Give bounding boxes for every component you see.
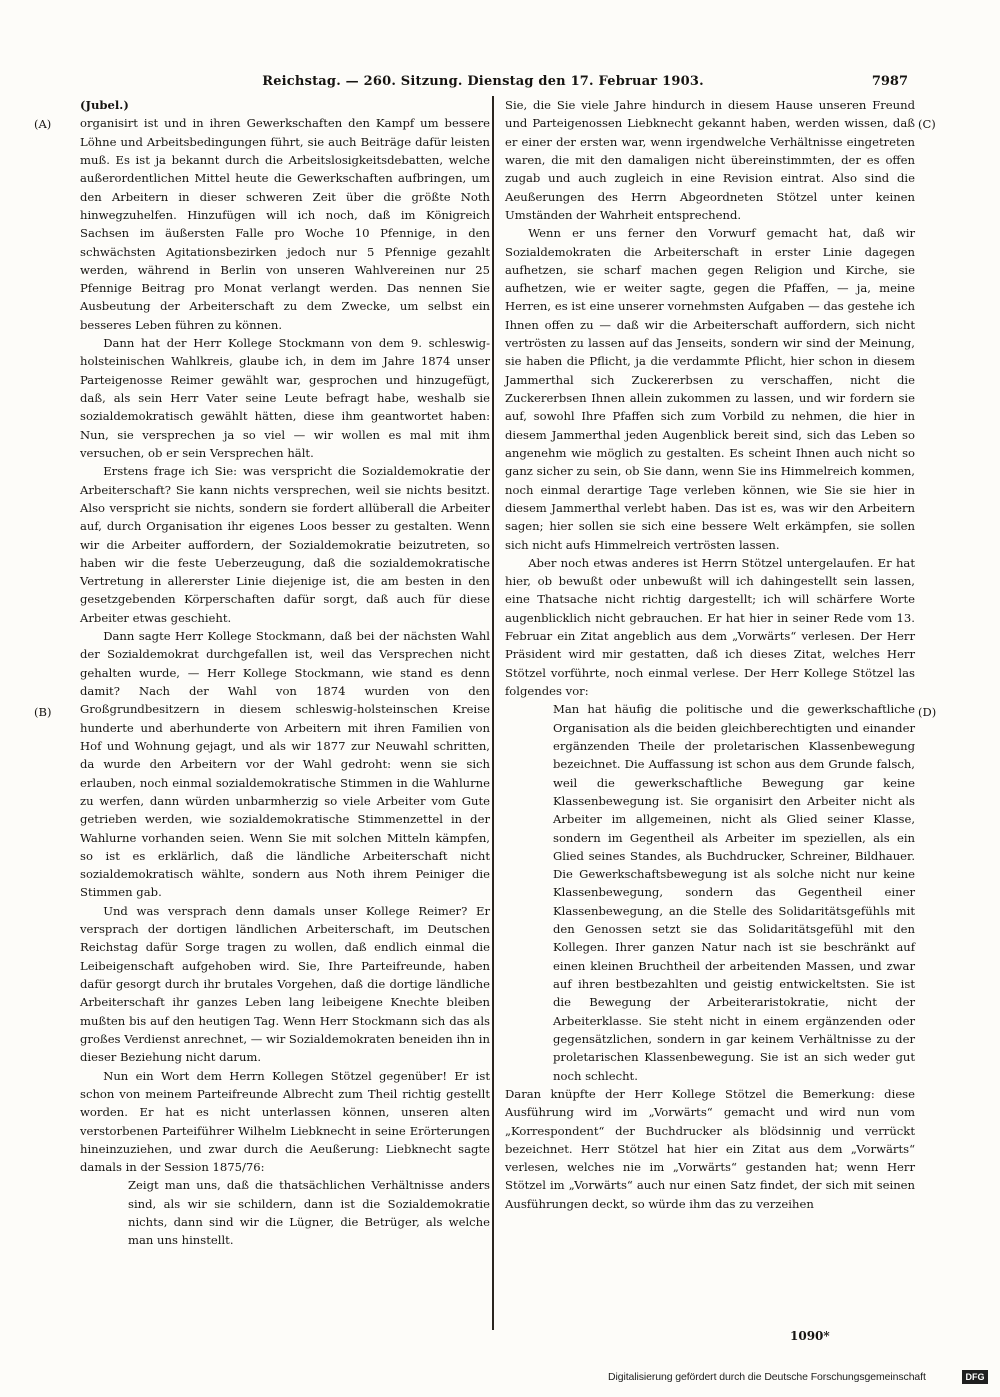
paragraph: Wenn er uns ferner den Vorwurf gemacht hat, daß wir Sozialdemokraten die Arbeiterschaft in erster Linie dagegen aufhetzen, sie scharf machen gegen Religion und Kirche, sie aufhetzen, wie er weiter sagte, gegen die Pfaffen, — ja, meine Herren, es ist eine unserer vornehmsten Aufgaben — das gestehe ich Ihnen offen zu — daß wir die Arbeiterschaft auffordern, sich nicht vertrösten zu lassen auf das Jenseits, sondern wir sind der Meinung, sie haben die Pflicht, ja die verdammte Pflicht, hier schon in diesem Jammerthal sich Zuckererbsen zu verschaffen, nicht die Zuckererbsen Ihnen allein zukommen zu lassen, und wir fordern sie auf, sowohl Ihre Pfaffen sich zum Vorbild zu nehmen, die hier in diesem Jammerthal jeden Augenblick bereit sind, sich das Leben so angenehm wie möglich zu gestalten. Es scheint Ihnen auch nicht so ganz sicher zu sein, ob Sie dann, wenn Sie ins Himmelreich kommen, noch einmal derartige Tage verleben können, wie Sie sie hier in diesem Jammerthal verlebt haben. Das ist es, was wir den Arbeitern sagen; hier sollen sie sich eine bessere Welt erkämpfen, sie sollen sich nicht aufs Himmelreich vertrösten lassen. — [505, 226, 915, 552]
running-title: Reichstag. — 260. Sitzung. Dienstag den 17. Februar 1903. — [262, 74, 704, 89]
left-column — [80, 96, 490, 1250]
block-quote: Zeigt man uns, daß die thatsächlichen Verhältnisse anders sind, als wir sie schildern, dann ist die Sozialdemokratie nichts, dann sind wir die Lügner, die Betrüger, als welche man uns hinstellt. — [128, 1178, 490, 1248]
paragraph: Sie, die Sie viele Jahre hindurch in diesem Hause unseren Freund und Parteigenossen Liebknecht gekannt haben, werden wissen, daß er einer der ersten war, wenn irgendwelche Verhältnisse eingetreten waren, die mit den damaligen nicht übereinstimmten, der es offen zugab und auch zugleich in eine Revision eintrat. Also sind die Aeußerungen des Herrn Abgeordneten Stötzel unter keinen Umständen der Wahrheit entsprechend. — [505, 98, 915, 222]
paragraph: Und was versprach denn damals unser Kollege Reimer? Er versprach der dortigen ländlichen Arbeiterschaft, im Deutschen Reichstag dafür Sorge tragen zu wollen, daß endlich einmal die Leibeigenschaft aufgehoben wird. Sie, Ihre Parteifreunde, haben dafür gesorgt durch ihr brutales Vorgehen, daß die dortige ländliche Arbeiterschaft ihr ganzes Leben lang leibeigene Knechte bleiben mußten bis auf den heutigen Tag. Wenn Herr Stockmann sich das als großes Verdienst anrechnet, — wir Sozialdemokraten beneiden ihn in dieser Beziehung nicht darum. — [80, 903, 490, 1065]
paragraph: Aber noch etwas anderes ist Herrn Stötzel untergelaufen. Er hat hier, ob bewußt oder unbewußt will ich dahingestellt sein lassen, eine Thatsache nicht richtig dargestellt; ich will schärfere Worte augenblicklich nicht gebrauchen. Er hat hier in seiner Rede vom 13. Februar ein Zitat angeblich aus dem „Vorwärts“ verlesen. Der Herr Präsident wird mir gestatten, daß ich dieses Zitat, welches Herr Stötzel vorführte, noch einmal verlese. Der Herr Kollege Stötzel las folgendes vor: — [505, 555, 915, 698]
paragraph: Daran knüpfte der Herr Kollege Stötzel die Bemerkung: diese Ausführung wird im „Vorwärts“ gemacht und wird nun vom „Korrespondent“ der Buchdrucker als blödsinnig und verrückt bezeichnet. Herr Stötzel hat hier ein Zitat aus dem „Vorwärts“ verlesen, welches nie im „Vorwärts“ gestanden hat; wenn Herr Stötzel im „Vorwärts“ auch nur einen Satz findet, der sich mit seinen Ausführungen deckt, so würde ihm das zu verzeihen — [505, 1086, 915, 1211]
dfg-logo: DFG — [962, 1370, 988, 1384]
applause-note: (Jubel.) — [80, 98, 129, 112]
paragraph: Erstens frage ich Sie: was verspricht die Sozialdemokratie der Arbeiterschaft? Sie kann nichts versprechen, weil sie nichts besitzt. Also verspricht sie nichts, sondern sie fordert allüberall die Arbeiter auf, durch Organisation ihr eigenes Loos besser zu gestalten. Wenn wir die Arbeiter auffordern, der Sozialdemokratie beizutreten, so haben wir die feste Ueberzeugung, daß die sozialdemokratische Vertretung in allererster Linie diejenige ist, die am besten in den gesetzgebenden Körperschaften dafür sorgt, daß auch für diese Arbeiter etwas geschieht. — [80, 464, 490, 625]
margin-mark-a: (A) — [34, 117, 52, 131]
paragraph: Nun ein Wort dem Herrn Kollegen Stötzel gegenüber! Er ist schon von meinem Parteifreunde Albrecht zum Theil richtig gestellt worden. Er hat es nicht unterlassen können, unseren alten verstorbenen Parteiführer Wilhelm Liebknecht in seine Erörterungen hineinzuziehen, und zwar durch die Aeußerung: Liebknecht sagte damals in der Session 1875/76: — [80, 1068, 490, 1175]
right-column — [505, 96, 915, 1213]
digitization-credit: Digitalisierung gefördert durch die Deutsche Forschungsgemeinschaft — [608, 1371, 926, 1383]
block-quote: Man hat häufig die politische und die gewerkschaftliche Organisation als die beiden gleichberechtigten und einander ergänzenden Theile der proletarischen Klassenbewegung bezeichnet. Die Auffassung ist schon aus dem Grunde falsch, weil die gewerkschaftliche Bewegung gar keine Klassenbewegung ist. Sie organisirt den Arbeiter nicht als Arbeiter im allgemeinen, nicht als Glied seiner Klasse, sondern im Gegentheil als Arbeiter im speziellen, als ein Glied seines Standes, als Buchdrucker, Schreiner, Bildhauer. Die Gewerkschaftsbewegung ist als solche nicht nur keine Klassenbewegung, sondern das Gegentheil einer Klassenbewegung, an die Stelle des Solidaritätsgefühls mit den Genossen setzt sie das Solidaritätsgefühl mit den Kollegen. Ihrer ganzen Natur nach ist sie beschränkt auf einen kleinen Bruchtheil der arbeitenden Massen, und zwar auf ihren bestbezahlten und geistig entwickeltsten. Sie ist die Bewegung der Arbeiteraristokratie, nicht der Arbeiterklasse. Sie steht nicht in einem ergänzenden oder gegensätzlichen, sondern in gar keinem Verhältnisse zu der proletarischen Klassenbewegung. Sie ist an sich weder gut noch schlecht. — [553, 702, 915, 1083]
paragraph: organisirt ist und in ihren Gewerkschaften den Kampf um bessere Löhne und Arbeitsbedingungen führt, sie auch Beiträge dafür leisten muß. Es ist ja bekannt durch die Arbeitslosigkeitsdebatten, welche außerordentlichen Mittel heute die Gewerkschaften aufbringen, um den Arbeitern in dieser schweren Zeit über die größte Noth hinwegzuhelfen. Hinzufügen will ich noch, daß im Königreich Sachsen im äußersten Falle pro Woche 10 Pfennige, in den schwächsten Agitationsbezirken jedoch nur 5 Pfennige gezahlt werden, während in Berlin von unseren Wahlvereinen nur 25 Pfennige Beitrag pro Monat verlangt werden. Das nennen Sie Ausbeutung der Arbeiterschaft zu dem Zwecke, um selbst ein besseres Leben führen zu können. — [80, 116, 490, 332]
paragraph: Dann hat der Herr Kollege Stockmann von dem 9. schleswig-holsteinischen Wahlkreis, glaube ich, in dem im Jahre 1874 unser Parteigenosse Reimer gewählt war, gesprochen und hinzugefügt, daß, als sein Herr Vater seine Leute befragt habe, weshalb sie sozialdemokratisch gewählt hätten, diese ihm geantwortet haben: Nun, sie versprechen ja so viel — wir wollen es mal mit ihm versuchen, ob er sein Versprechen hält. — [80, 336, 490, 460]
page-header — [58, 74, 908, 94]
margin-mark-d: (D) — [918, 705, 937, 719]
margin-mark-b: (B) — [34, 705, 52, 719]
column-divider — [492, 96, 494, 1330]
signature-number: 1090* — [790, 1329, 830, 1343]
paragraph: Dann sagte Herr Kollege Stockmann, daß bei der nächsten Wahl der Sozialdemokrat durchgefallen ist, weil das Versprechen nicht gehalten wurde, — Herr Kollege Stockmann, wie stand es denn damit? Nach der Wahl von 1874 wurden von den Großgrundbesitzern in diesem schleswig-holsteinschen Kreise hunderte und aberhunderte von Arbeitern mit ihren Familien von Hof und Wohnung gejagt, und als wir 1877 zur Neuwahl schritten, da wurde den Arbeitern vor der Wahl gedroht: wenn sie sich erlauben, noch einmal sozialdemokratische Stimmen in die Wahlurne zu werfen, dann würden unbarmherzig so viele Arbeiter vom Gute getrieben werden, wie sozialdemokratische Stimmenzettel in der Wahlurne vorhanden seien. Wenn Sie mit solchen Mitteln kämpfen, so ist es erklärlich, daß die ländliche Arbeiterschaft nicht sozialdemokratisch wählte, sondern aus Noth ihrem Peiniger die Stimmen gab. — [80, 629, 490, 900]
margin-mark-c: (C) — [918, 117, 936, 131]
page-number: 7987 — [871, 74, 908, 89]
